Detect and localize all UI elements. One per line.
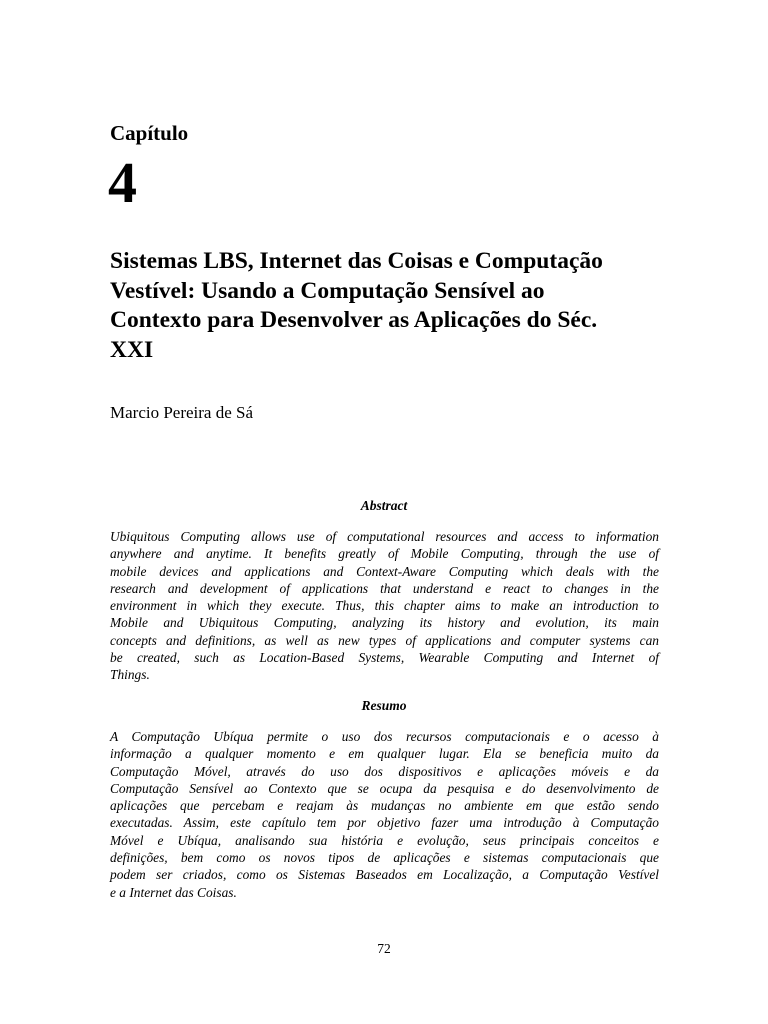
- abstract-line: be created, such as Location-Based Systems, Wearable Computing and Internet of: [110, 650, 659, 666]
- resumo-line: e a Internet das Coisas.: [110, 884, 237, 900]
- resumo-line: A Computação Ubíqua permite o uso dos recursos computacionais e o acesso à: [110, 729, 659, 744]
- resumo-line: podem ser criados, como os Sistemas Baseados em Localização, a Computação Vestível: [110, 867, 659, 883]
- abstract-line: environment in which they execute. Thus, this chapter aims to make an introduction to: [110, 598, 659, 614]
- chapter-title-line: Contexto para Desenvolver as Aplicações do Séc.: [110, 307, 598, 333]
- resumo-line: aplicações que percebam e reajam às mudanças no ambiente em que estão sendo: [110, 798, 659, 814]
- resumo-line: Móvel e Ubíqua, analisando sua história e evolução, seus principais conceitos e: [110, 832, 659, 848]
- chapter-title-line: Sistemas LBS, Internet das Coisas e Computação: [110, 248, 603, 274]
- abstract-line: concepts and definitions, as well as new types of applications and computer systems can: [110, 632, 659, 648]
- chapter-number: 4: [108, 150, 137, 215]
- abstract-line: anywhere and anytime. It benefits greatly of Mobile Computing, through the use of: [110, 546, 659, 562]
- abstract-line: mobile devices and applications and Context-Aware Computing which deals with the: [110, 563, 659, 579]
- abstract-text: [110, 528, 659, 684]
- chapter-title-line: Vestível: Usando a Computação Sensível ao: [110, 277, 545, 304]
- abstract-line: Ubiquitous Computing allows use of computational resources and access to information: [110, 529, 659, 544]
- resumo-line: definições, bem como os novos tipos de aplicações e sistemas computacionais que: [110, 850, 659, 866]
- page-number: 72: [377, 941, 391, 956]
- chapter-label: Capítulo: [110, 121, 189, 145]
- resumo-line: informação a qualquer momento e em qualquer lugar. Ela se beneficia muito da: [110, 746, 659, 762]
- resumo-line: Computação Móvel, através do uso dos dispositivos e aplicações móveis e da: [110, 763, 659, 779]
- abstract-line: research and development of applications that understand e react to changes in the: [110, 580, 659, 596]
- resumo-line: Computação Sensível ao Contexto que se ocupa da pesquisa e do desenvolvimento de: [110, 780, 659, 796]
- abstract-heading: Abstract: [360, 498, 408, 513]
- abstract-line: Things.: [110, 667, 150, 683]
- chapter-title-line: XXI: [110, 336, 154, 363]
- resumo-text: [110, 728, 659, 901]
- resumo-heading: Resumo: [361, 698, 407, 713]
- chapter-title: [110, 247, 670, 365]
- resumo-line: executadas. Assim, este capítulo tem por objetivo fazer uma introdução à Computação: [110, 815, 659, 831]
- author-name: Marcio Pereira de Sá: [110, 403, 254, 422]
- abstract-line: Mobile and Ubiquitous Computing, analyzing its history and evolution, its main: [110, 615, 659, 631]
